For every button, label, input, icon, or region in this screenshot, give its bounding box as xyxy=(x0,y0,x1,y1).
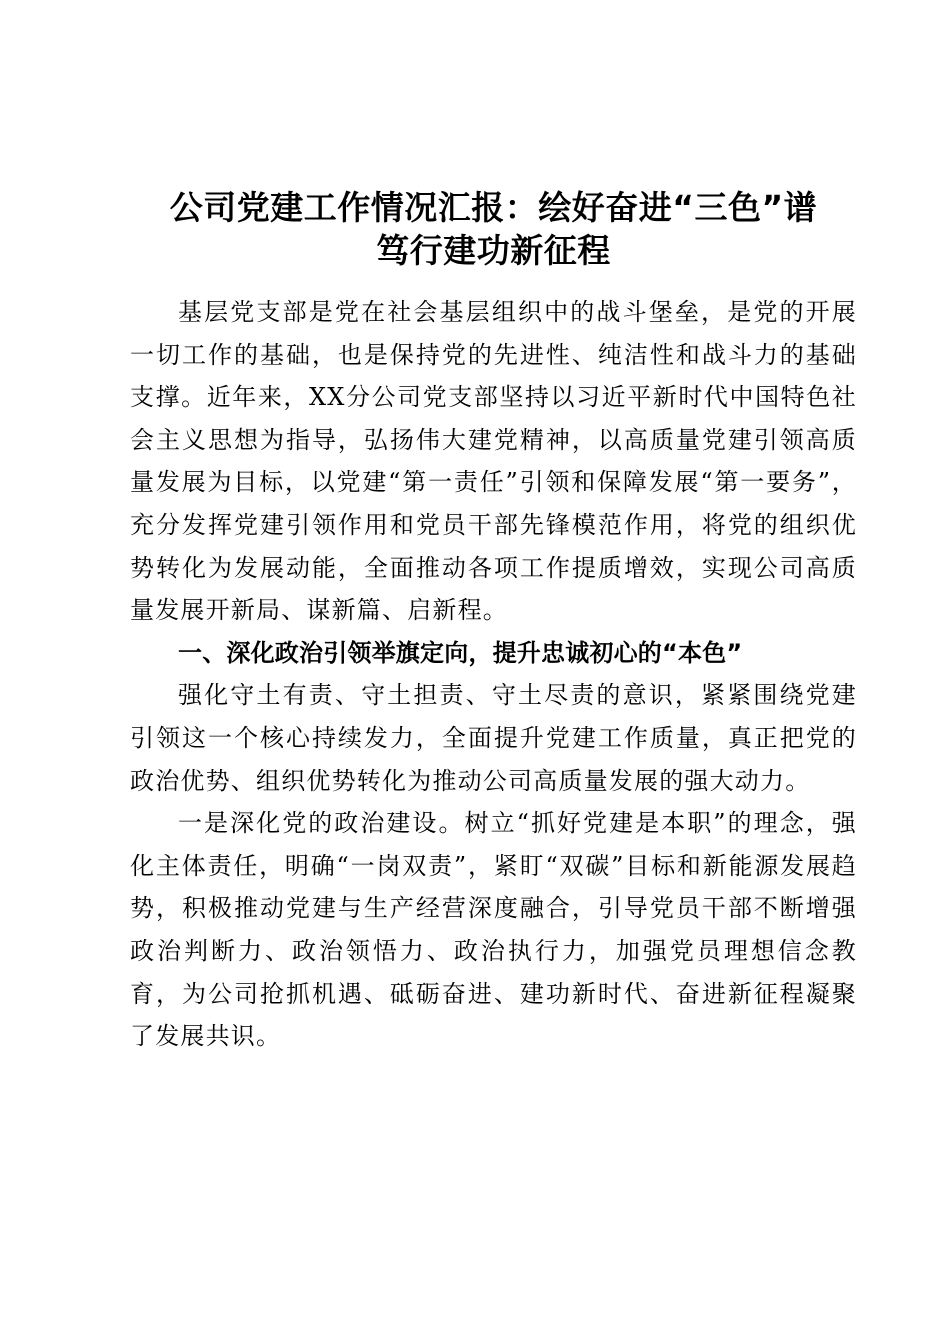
section-1-heading: 一、深化政治引领举旗定向，提升忠诚初心的“本色” xyxy=(178,638,743,667)
title-line-2: 笃行建功新征程 xyxy=(376,231,611,270)
section-1-point-1-paragraph: 一是深化党的政治建设。树立“抓好党建是本职”的理念，强化主体责任，明确“一岗双责”，紧盯“双碳”目标和新能源发展趋势，积极推动党建与生产经营深度融合，引导党员干部不断增强政治判断力、政治领悟力、政治执行力，加强党员理想信念教育，为公司抢抓机遇、砥砺奋进、建功新时代、奋进新征程凝聚了发展共识。 xyxy=(130,809,857,1051)
section-1-paragraph: 强化守土有责、守土担责、守土尽责的意识，紧紧围绕党建引领这一个核心持续发力，全面提升党建工作质量，真正把党的政治优势、组织优势转化为推动公司高质量发展的强大动力。 xyxy=(130,681,857,795)
intro-paragraph: 基层党支部是党在社会基层组织中的战斗堡垒，是党的开展一切工作的基础，也是保持党的先进性、纯洁性和战斗力的基础支撑。近年来，XX分公司党支部坚持以习近平新时代中国特色社会主义思想为指导，弘扬伟大建党精神，以高质量党建引领高质量发展为目标，以党建“第一责任”引领和保障发展“第一要务”，充分发挥党建引领作用和党员干部先锋模范作用，将党的组织优势转化为发展动能，全面推动各项工作提质增效，实现公司高质量发展开新局、谋新篇、启新程。 xyxy=(130,298,857,625)
title-line-1: 公司党建工作情况汇报：绘好奋进“三色”谱 xyxy=(169,188,818,227)
document-body xyxy=(130,186,857,1058)
document-title xyxy=(130,186,857,272)
